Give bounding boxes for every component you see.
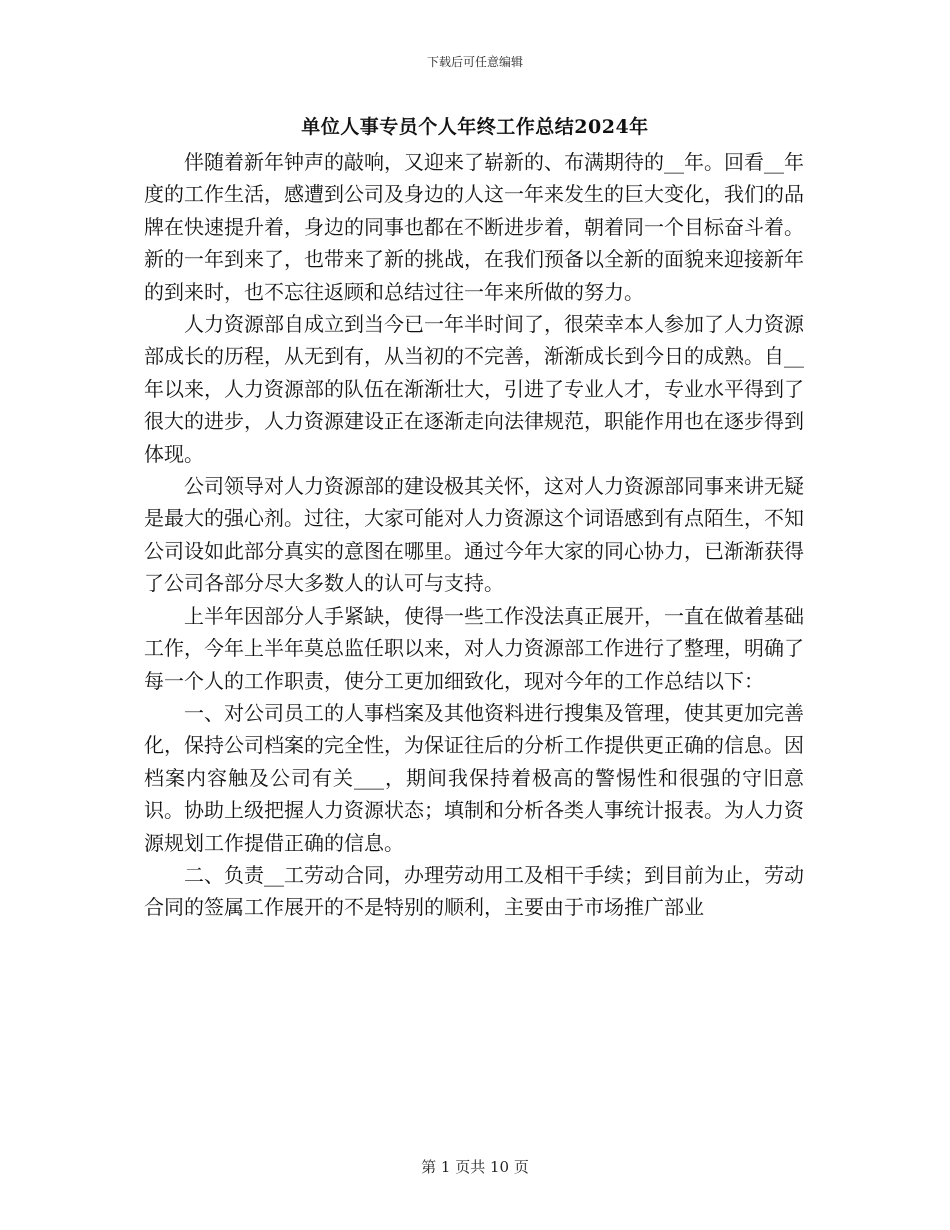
paragraph-3: 公司领导对人力资源部的建设极其关怀，这对人力资源部同事来讲无疑是最大的强心剂。过往，大家可能对人力资源这个词语感到有点陌生，不知公司设如此部分真实的意图在哪里。通过今年大家的同心协力，已渐渐获得了公司各部分尽大多数人的认可与支持。	[144, 474, 804, 596]
page-number-footer: 第 1 页共 10 页	[421, 1158, 529, 1176]
paragraph-5: 一、对公司员工的人事档案及其他资料进行搜集及管理，使其更加完善化，保持公司档案的完全性，为保证往后的分析工作提供更正确的信息。因档案内容触及公司有关___，期间我保持着极高的警惕性和很强的守旧意识。协助上级把握人力资源状态；填制和分析各类人事统计报表。为人力资源规划工作提借正确的信息。	[144, 700, 804, 855]
paragraph-2: 人力资源部自成立到当今已一年半时间了，很荣幸本人参加了人力资源部成长的历程，从无到有，从当初的不完善，渐渐成长到今日的成熟。自__年以来，人力资源部的队伍在渐渐壮大，引进了专业人才，专业水平得到了很大的进步，人力资源建设正在逐渐走向法律规范，职能作用也在逐步得到体现。	[144, 312, 804, 466]
paragraph-6: 二、负责__工劳动合同，办理劳动用工及相干手续；到目前为止，劳动合同的签属工作展开的不是特别的顺利，主要由于市场推广部业	[144, 862, 804, 920]
document-body	[144, 146, 804, 924]
document-title: 单位人事专员个人年终工作总结2024年	[301, 116, 649, 138]
page-header-note: 下载后可任意编辑	[426, 55, 523, 69]
paragraph-1: 伴随着新年钟声的敲响，又迎来了崭新的、布满期待的__年。回看__年度的工作生活，感遭到公司及身边的人这一年来发生的巨大变化，我们的品牌在快速提升着，身边的同事也都在不断进步着，朝着同一个目标奋斗着。新的一年到来了，也带来了新的挑战，在我们预备以全新的面貌来迎接新年的到来时，也不忘往返顾和总结过往一年来所做的努力。	[144, 150, 804, 304]
paragraph-4: 上半年因部分人手紧缺，使得一些工作没法真正展开，一直在做着基础工作，今年上半年莫总监任职以来，对人力资源部工作进行了整理，明确了每一个人的工作职责，使分工更加细致化，现对今年的工作总结以下：	[144, 603, 804, 693]
